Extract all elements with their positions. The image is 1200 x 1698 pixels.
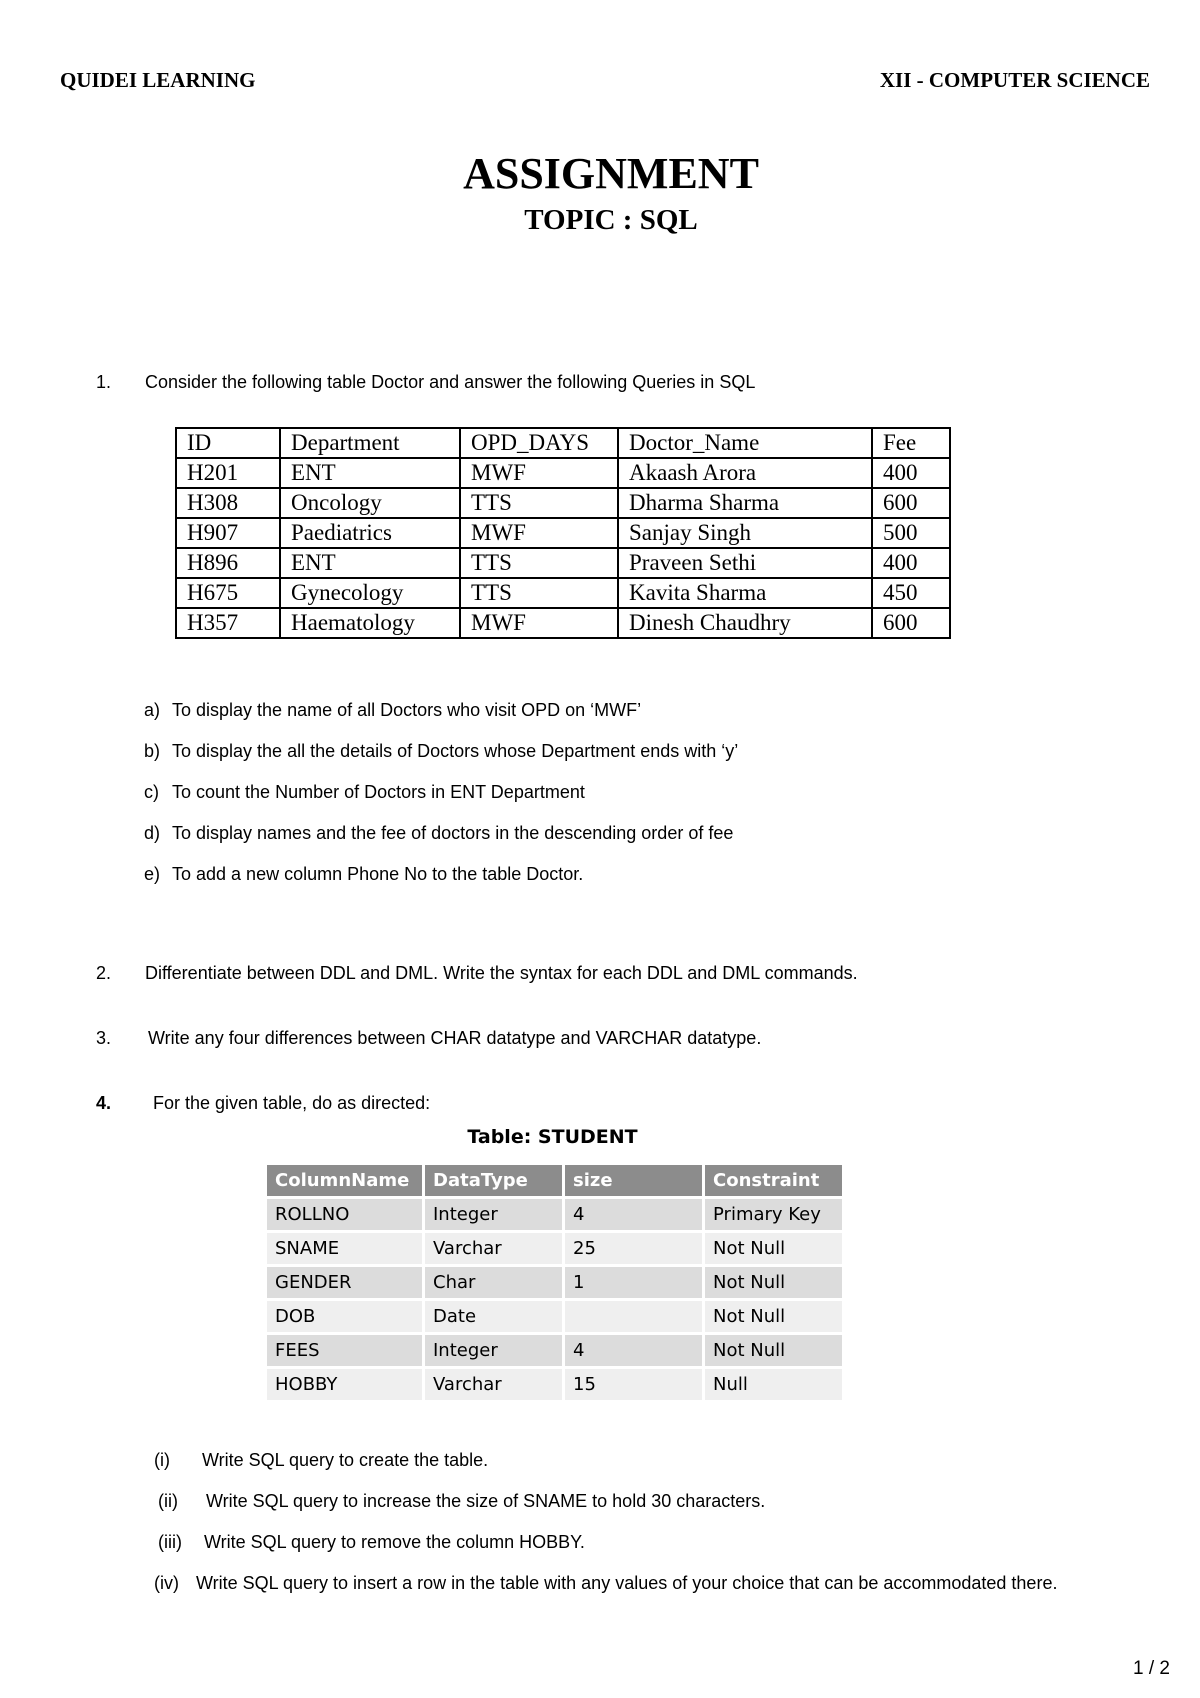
table-header-cell: OPD_DAYS [460,428,618,458]
table-header-cell: Fee [872,428,950,458]
table-cell: 4 [564,1334,704,1368]
table-cell: Not Null [704,1232,844,1266]
q1-text: Consider the following table Doctor and answer the following Queries in SQL [145,372,756,392]
table-cell: 4 [564,1198,704,1232]
table-cell: Oncology [280,488,460,518]
q4-part-i [154,1450,488,1471]
table-cell: FEES [266,1334,424,1368]
page-number: 1 / 2 [1133,1658,1170,1679]
table-cell: Kavita Sharma [618,578,872,608]
q4-part-iii [158,1532,585,1553]
table-cell: Dharma Sharma [618,488,872,518]
q3-text: Write any four differences between CHAR datatype and VARCHAR datatype. [148,1028,762,1048]
table-row [266,1232,844,1266]
table-header-row [176,428,950,458]
table-header-cell: Constraint [704,1164,844,1198]
part-label: (i) [154,1450,170,1470]
table-cell: TTS [460,488,618,518]
table-cell: Not Null [704,1300,844,1334]
table-row [266,1334,844,1368]
student-table [264,1162,845,1403]
part-label: a) [144,700,161,720]
part-label: (iii) [158,1532,182,1552]
table-cell: Varchar [424,1368,564,1402]
table-row [266,1266,844,1300]
q4-number: 4. [96,1093,112,1113]
table-row [266,1198,844,1232]
table-cell: 400 [872,548,950,578]
part-text: Write SQL query to increase the size of SNAME to hold 30 characters. [206,1491,766,1511]
table-cell: Not Null [704,1334,844,1368]
table-row [176,578,950,608]
table-cell: H201 [176,458,280,488]
table-cell: Dinesh Chaudhry [618,608,872,638]
doctor-table [175,427,951,639]
table-cell: DOB [266,1300,424,1334]
table-row [266,1300,844,1334]
table-cell: 1 [564,1266,704,1300]
q1-part-c [144,782,585,803]
q4-part-iv [154,1573,1057,1594]
table-row [176,608,950,638]
table-cell: Primary Key [704,1198,844,1232]
table-cell: Null [704,1368,844,1402]
q2-text: Differentiate between DDL and DML. Write the syntax for each DDL and DML commands. [145,963,858,983]
table-header-cell: ColumnName [266,1164,424,1198]
table-cell: H675 [176,578,280,608]
table-cell: Praveen Sethi [618,548,872,578]
table-header-cell: Department [280,428,460,458]
table-header-cell: Doctor_Name [618,428,872,458]
table-cell: Char [424,1266,564,1300]
table-cell: HOBBY [266,1368,424,1402]
q2-number: 2. [96,963,112,983]
header-subject: XII - COMPUTER SCIENCE [879,68,1150,92]
table-cell: H357 [176,608,280,638]
table-cell: TTS [460,548,618,578]
q1-number: 1. [96,372,112,392]
header-institute: QUIDEI LEARNING [60,68,256,92]
table-cell: Not Null [704,1266,844,1300]
table-cell: 500 [872,518,950,548]
part-text: Write SQL query to insert a row in the table with any values of your choice that can be accommodated there. [196,1573,1058,1593]
part-label: (iv) [154,1573,179,1593]
table-cell: ENT [280,458,460,488]
part-label: (ii) [158,1491,178,1511]
q1-part-e [144,864,583,885]
page-title: ASSIGNMENT [463,149,759,198]
table-cell: Gynecology [280,578,460,608]
part-label: d) [144,823,161,843]
table-cell: ENT [280,548,460,578]
table-cell: 450 [872,578,950,608]
part-label: c) [144,782,159,802]
table-cell: H896 [176,548,280,578]
table-cell: MWF [460,458,618,488]
table-cell: 600 [872,608,950,638]
q1-part-a [144,700,641,721]
table-row [176,488,950,518]
table-cell: 15 [564,1368,704,1402]
table-cell: Paediatrics [280,518,460,548]
student-table-title: Table: STUDENT [467,1126,638,1148]
table-cell: SNAME [266,1232,424,1266]
table-cell: MWF [460,608,618,638]
part-text: Write SQL query to create the table. [202,1450,489,1470]
table-row [176,518,950,548]
table-cell [564,1300,704,1334]
table-header-row [266,1164,844,1198]
table-row [176,548,950,578]
table-cell: Haematology [280,608,460,638]
table-cell: H308 [176,488,280,518]
table-cell: MWF [460,518,618,548]
table-cell: Sanjay Singh [618,518,872,548]
table-cell: Date [424,1300,564,1334]
table-cell: Akaash Arora [618,458,872,488]
part-label: e) [144,864,161,884]
part-text: Write SQL query to remove the column HOBBY. [204,1532,585,1552]
table-cell: H907 [176,518,280,548]
table-header-cell: size [564,1164,704,1198]
table-cell: TTS [460,578,618,608]
part-text: To display the name of all Doctors who visit OPD on ‘MWF’ [172,700,642,720]
part-text: To add a new column Phone No to the table Doctor. [172,864,584,884]
table-cell: Varchar [424,1232,564,1266]
q1-part-b [144,741,738,762]
table-cell: Integer [424,1198,564,1232]
table-cell: Integer [424,1334,564,1368]
q4-text: For the given table, do as directed: [153,1093,431,1113]
part-text: To display names and the fee of doctors in the descending order of fee [172,823,734,843]
table-cell: 600 [872,488,950,518]
q1-part-d [144,823,733,844]
table-cell: 25 [564,1232,704,1266]
table-cell: 400 [872,458,950,488]
part-text: To count the Number of Doctors in ENT Department [172,782,585,802]
page-subtitle: TOPIC : SQL [524,204,698,236]
q3-number: 3. [96,1028,112,1048]
q4-part-ii [158,1491,765,1512]
table-cell: ROLLNO [266,1198,424,1232]
table-row [266,1368,844,1402]
part-label: b) [144,741,161,761]
table-row [176,458,950,488]
table-header-cell: ID [176,428,280,458]
table-cell: GENDER [266,1266,424,1300]
table-header-cell: DataType [424,1164,564,1198]
part-text: To display the all the details of Doctors whose Department ends with ‘y’ [172,741,739,761]
